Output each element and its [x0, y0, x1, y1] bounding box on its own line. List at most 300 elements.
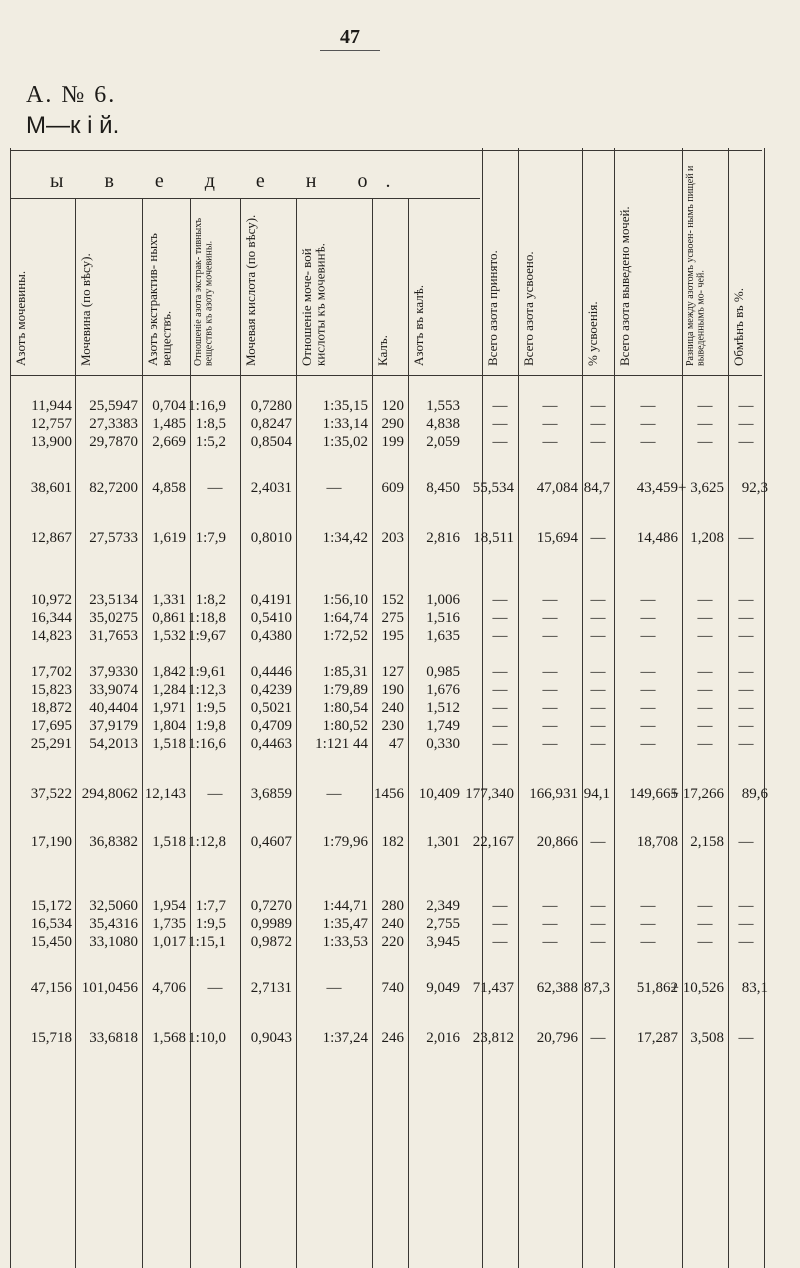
table-cell: 17,287 — [636, 1030, 678, 1046]
table-cell: 0,4380 — [250, 628, 292, 644]
table-cell: 3,6859 — [250, 786, 292, 802]
table-cell: 83,1 — [741, 980, 768, 996]
table-cell: 1456 — [374, 786, 404, 802]
table-cell: — — [640, 898, 656, 914]
table-cell: — — [697, 592, 713, 608]
table-cell: — — [738, 718, 754, 734]
table-cell: 2,349 — [426, 898, 460, 914]
column-header: Азотъ въ калѣ. — [411, 284, 426, 366]
table-cell: — — [326, 786, 342, 802]
table-cell: 37,9330 — [89, 664, 138, 680]
table-cell: 0,8247 — [250, 416, 292, 432]
table-cell: — — [590, 718, 606, 734]
table-cell: 11,944 — [31, 398, 72, 414]
table-cell: — — [640, 610, 656, 626]
table-cell: 120 — [381, 398, 404, 414]
table-cell: 10,972 — [30, 592, 72, 608]
table-cell: 12,143 — [144, 786, 186, 802]
table-cell: — — [492, 916, 508, 932]
table-cell: 94,1 — [583, 786, 610, 802]
table-cell: — — [590, 682, 606, 698]
table-cell: — — [697, 700, 713, 716]
table-cell: 27,5733 — [89, 530, 138, 546]
table-cell: 1,735 — [152, 916, 186, 932]
table-cell: 47 — [389, 736, 404, 752]
table-cell: 47,156 — [30, 980, 72, 996]
table-cell: 240 — [381, 700, 404, 716]
table-cell: — — [492, 664, 508, 680]
table-row — [0, 434, 800, 452]
table-cell: 1:8,2 — [195, 592, 226, 608]
table-cell: 31,7653 — [89, 628, 138, 644]
table-cell: 230 — [381, 718, 404, 734]
table-cell: 1,635 — [426, 628, 460, 644]
table-cell: 1,749 — [426, 718, 460, 734]
table-cell: 1,331 — [152, 592, 186, 608]
table-cell: — — [542, 718, 558, 734]
table-cell: 1:15,1 — [188, 934, 226, 950]
table-cell: 0,4607 — [250, 834, 292, 850]
table-cell: 10,409 — [418, 786, 460, 802]
table-cell: 37,522 — [30, 786, 72, 802]
table-cell: — — [738, 916, 754, 932]
table-cell: 740 — [381, 980, 404, 996]
table-cell: 1:16,9 — [188, 398, 226, 414]
table-row — [0, 898, 800, 916]
table-cell: — — [492, 628, 508, 644]
table-cell: 15,450 — [30, 934, 72, 950]
table-row — [0, 916, 800, 934]
table-cell: — — [738, 398, 754, 414]
table-cell: — — [492, 434, 508, 450]
table-cell: — — [697, 736, 713, 752]
table-cell: — — [590, 1030, 606, 1046]
table-cell: 152 — [381, 592, 404, 608]
table-cell: 1,485 — [152, 416, 186, 432]
table-cell: 203 — [381, 530, 404, 546]
table-cell: 12,867 — [30, 530, 72, 546]
table-cell: 23,812 — [472, 1030, 514, 1046]
table-cell: 37,9179 — [89, 718, 138, 734]
table-cell: — — [697, 934, 713, 950]
table-cell: — — [697, 916, 713, 932]
table-cell: 25,5947 — [89, 398, 138, 414]
table-cell: 1:7,7 — [195, 898, 226, 914]
table-cell: 27,3383 — [89, 416, 138, 432]
page-number-rule — [320, 50, 380, 51]
table-cell: 2,669 — [152, 434, 186, 450]
table-cell: — — [738, 530, 754, 546]
table-cell: — — [492, 718, 508, 734]
table-cell: + 10,526 — [670, 980, 724, 996]
table-cell: — — [738, 434, 754, 450]
table-cell: 20,866 — [536, 834, 578, 850]
table-cell: 92,3 — [741, 480, 768, 496]
table-cell: — — [640, 718, 656, 734]
table-cell: 1:35,15 — [322, 398, 368, 414]
table-cell: 1,006 — [426, 592, 460, 608]
table-cell: 8,450 — [426, 480, 460, 496]
table-cell: 0,9872 — [250, 934, 292, 950]
table-cell: 1:121 44 — [315, 736, 368, 752]
table-cell: 9,049 — [426, 980, 460, 996]
table-cell: 89,6 — [741, 786, 768, 802]
table-cell: — — [640, 700, 656, 716]
table-cell: — — [697, 434, 713, 450]
column-header: Азотъ мочевины. — [13, 270, 28, 366]
table-row — [0, 718, 800, 736]
table-row — [0, 398, 800, 416]
table-cell: 2,016 — [426, 1030, 460, 1046]
table-cell: 87,3 — [583, 980, 610, 996]
table-cell: — — [590, 398, 606, 414]
table-cell: 1:79,96 — [322, 834, 368, 850]
column-header: Мочевая кислота (по вѣсу). — [243, 214, 258, 366]
table-cell: — — [590, 934, 606, 950]
table-cell: 220 — [381, 934, 404, 950]
table-cell: 1:9,61 — [188, 664, 226, 680]
table-cell: 40,4404 — [89, 700, 138, 716]
table-cell: 290 — [381, 416, 404, 432]
table-cell: — — [590, 834, 606, 850]
table-cell: 240 — [381, 916, 404, 932]
column-header: Азотъ экстрактив- ныхъ веществъ. — [145, 233, 174, 366]
table-cell: 0,7280 — [250, 398, 292, 414]
table-cell: — — [590, 592, 606, 608]
table-cell: — — [542, 610, 558, 626]
table-cell: 199 — [381, 434, 404, 450]
table-cell: — — [542, 434, 558, 450]
table-cell: 13,900 — [30, 434, 72, 450]
table-cell: — — [640, 434, 656, 450]
table-cell: 4,838 — [426, 416, 460, 432]
table-cell: 3,945 — [426, 934, 460, 950]
table-cell: 0,8504 — [250, 434, 292, 450]
column-header: Мочевина (по вѣсу). — [78, 253, 93, 366]
table-cell: 0,4709 — [250, 718, 292, 734]
table-cell: 1,676 — [426, 682, 460, 698]
table-cell: — — [697, 898, 713, 914]
table-cell: 1:33,14 — [322, 416, 368, 432]
table-cell: 1,954 — [152, 898, 186, 914]
table-cell: — — [640, 628, 656, 644]
table-cell: 4,706 — [152, 980, 186, 996]
table-cell: — — [640, 592, 656, 608]
table-cell: — — [542, 736, 558, 752]
table-cell: — — [640, 934, 656, 950]
table-cell: — — [738, 934, 754, 950]
table-cell: 190 — [381, 682, 404, 698]
table-cell: 609 — [381, 480, 404, 496]
table-cell: 1:9,67 — [188, 628, 226, 644]
table-row — [0, 628, 800, 646]
table-cell: 4,858 — [152, 480, 186, 496]
table-cell: 1:80,54 — [322, 700, 368, 716]
table-row — [0, 530, 800, 548]
heading-line-1: А. № 6. — [26, 82, 117, 108]
table-cell: 1,518 — [152, 834, 186, 850]
table-cell: 1,842 — [152, 664, 186, 680]
table-cell: 20,796 — [536, 1030, 578, 1046]
table-cell: — — [492, 682, 508, 698]
table-cell: 1:85,31 — [322, 664, 368, 680]
table-cell: — — [590, 916, 606, 932]
table-cell: 23,5134 — [89, 592, 138, 608]
table-cell: — — [590, 434, 606, 450]
table-cell: — — [738, 592, 754, 608]
table-cell: 0,4463 — [250, 736, 292, 752]
table-cell: 15,694 — [536, 530, 578, 546]
table-row — [0, 736, 800, 754]
table-cell: 1:34,42 — [322, 530, 368, 546]
table-cell: 1:10,0 — [188, 1030, 226, 1046]
table-cell: — — [590, 700, 606, 716]
table-row — [0, 664, 800, 682]
table-cell: 35,4316 — [89, 916, 138, 932]
table-cell: — — [640, 664, 656, 680]
column-header: Калъ. — [375, 335, 390, 366]
table-cell: — — [590, 736, 606, 752]
table-cell: 16,534 — [30, 916, 72, 932]
table-cell: — — [492, 700, 508, 716]
table-cell: 22,167 — [472, 834, 514, 850]
table-cell: 177,340 — [465, 786, 514, 802]
table-cell: 62,388 — [536, 980, 578, 996]
table-top-rule — [10, 150, 762, 151]
table-row — [0, 980, 800, 998]
table-cell: 1:7,9 — [195, 530, 226, 546]
table-cell: 33,6818 — [89, 1030, 138, 1046]
table-cell: 0,330 — [426, 736, 460, 752]
table-cell: 195 — [381, 628, 404, 644]
table-cell: — — [738, 628, 754, 644]
table-cell: 0,8010 — [250, 530, 292, 546]
table-cell: 32,5060 — [89, 898, 138, 914]
table-cell: 1:18,8 — [188, 610, 226, 626]
table-cell: 275 — [381, 610, 404, 626]
table-cell: — — [697, 628, 713, 644]
table-cell: — — [640, 398, 656, 414]
table-cell: — — [542, 898, 558, 914]
table-cell: 1:35,47 — [322, 916, 368, 932]
table-cell: 1:16,6 — [188, 736, 226, 752]
table-cell: 18,872 — [30, 700, 72, 716]
table-cell: 12,757 — [30, 416, 72, 432]
table-cell: — — [590, 898, 606, 914]
table-cell: 1:12,8 — [188, 834, 226, 850]
table-row — [0, 592, 800, 610]
table-cell: — — [697, 398, 713, 414]
table-cell: 1:9,5 — [195, 916, 226, 932]
table-row — [0, 834, 800, 852]
table-cell: 29,7870 — [89, 434, 138, 450]
table-cell: 1,512 — [426, 700, 460, 716]
table-cell: 0,9043 — [250, 1030, 292, 1046]
table-cell: 0,9989 — [250, 916, 292, 932]
table-cell: 15,823 — [30, 682, 72, 698]
table-cell: — — [590, 664, 606, 680]
table-cell: 149,665 — [629, 786, 678, 802]
table-cell: 1,532 — [152, 628, 186, 644]
column-header: Разница между азотомъ усвоен- нымъ пищей и выведеннымъ мо- чей. — [685, 165, 707, 366]
column-header: Всего азота усвоено. — [521, 251, 536, 366]
table-cell: 33,9074 — [89, 682, 138, 698]
table-row — [0, 786, 800, 804]
table-cell: — — [207, 480, 223, 496]
table-cell: — — [738, 664, 754, 680]
table-cell: 15,718 — [30, 1030, 72, 1046]
table-row — [0, 480, 800, 498]
table-cell: — — [697, 610, 713, 626]
table-cell: 1,804 — [152, 718, 186, 734]
table-cell: — — [590, 416, 606, 432]
table-cell: 0,4191 — [250, 592, 292, 608]
table-cell: 1:33,53 — [322, 934, 368, 950]
table-cell: 43,459 — [636, 480, 678, 496]
table-cell: 71,437 — [472, 980, 514, 996]
table-cell: 14,823 — [30, 628, 72, 644]
column-header: Отношеніе моче- вой кислоты къ мочевинѣ. — [299, 243, 328, 366]
table-cell: 55,534 — [472, 480, 514, 496]
table-cell: — — [542, 916, 558, 932]
table-cell: — — [492, 898, 508, 914]
table-cell: 1,208 — [690, 530, 724, 546]
table-cell: — — [738, 834, 754, 850]
table-cell: 1,284 — [152, 682, 186, 698]
table-cell: 1:72,52 — [322, 628, 368, 644]
table-cell: 3,508 — [690, 1030, 724, 1046]
table-cell: 1,516 — [426, 610, 460, 626]
table-cell: — — [542, 592, 558, 608]
table-cell: — — [738, 736, 754, 752]
table-cell: — — [640, 682, 656, 698]
table-cell: 1:44,71 — [322, 898, 368, 914]
table-cell: 1:56,10 — [322, 592, 368, 608]
table-cell: — — [542, 416, 558, 432]
table-cell: — — [590, 610, 606, 626]
table-cell: 15,172 — [30, 898, 72, 914]
table-cell: 2,7131 — [250, 980, 292, 996]
table-cell: 36,8382 — [89, 834, 138, 850]
table-cell: 47,084 — [536, 480, 578, 496]
table-cell: — — [697, 682, 713, 698]
table-cell: — — [492, 736, 508, 752]
heading-line-2: М—к і й. — [26, 112, 120, 139]
table-cell: 1:79,89 — [322, 682, 368, 698]
table-cell: 1:5,2 — [195, 434, 226, 450]
table-cell: 0,4446 — [250, 664, 292, 680]
table-cell: 2,4031 — [250, 480, 292, 496]
table-cell: 127 — [381, 664, 404, 680]
table-row — [0, 682, 800, 700]
table-cell: 1,518 — [152, 736, 186, 752]
table-cell: — — [492, 416, 508, 432]
column-header: Всего азота принято. — [485, 250, 500, 366]
table-cell: 2,158 — [690, 834, 724, 850]
table-cell: — — [640, 916, 656, 932]
column-header: Всего азота выведено мочей. — [617, 206, 632, 366]
table-cell: + 3,625 — [678, 480, 724, 496]
table-row — [0, 1030, 800, 1048]
table-cell: 1:64,74 — [322, 610, 368, 626]
table-row — [0, 610, 800, 628]
table-cell: 17,695 — [30, 718, 72, 734]
table-cell: 18,708 — [636, 834, 678, 850]
table-cell: — — [542, 700, 558, 716]
table-cell: — — [640, 416, 656, 432]
table-cell: — — [542, 682, 558, 698]
table-cell: 54,2013 — [89, 736, 138, 752]
table-cell: 1,619 — [152, 530, 186, 546]
spanned-header-rule — [10, 198, 480, 199]
column-header: Отношеніе азота экстрак- тивныхъ веществъ къ азоту мочевины. — [193, 217, 215, 366]
table-cell: — — [738, 610, 754, 626]
table-cell: — — [697, 664, 713, 680]
table-cell: 1:8,5 — [195, 416, 226, 432]
table-cell: + 17,266 — [670, 786, 724, 802]
table-cell: 2,059 — [426, 434, 460, 450]
table-cell: 1,553 — [426, 398, 460, 414]
column-header: % усвоенія. — [585, 301, 600, 366]
table-cell: — — [492, 398, 508, 414]
table-cell: 1:9,8 — [195, 718, 226, 734]
table-cell: — — [542, 664, 558, 680]
table-cell: 294,8062 — [81, 786, 138, 802]
table-cell: — — [590, 628, 606, 644]
table-cell: — — [738, 1030, 754, 1046]
table-cell: 1:12,3 — [188, 682, 226, 698]
table-cell: 1:37,24 — [322, 1030, 368, 1046]
table-cell: 1,301 — [426, 834, 460, 850]
table-cell: 182 — [381, 834, 404, 850]
table-row — [0, 934, 800, 952]
table-cell: 0,5021 — [250, 700, 292, 716]
table-cell: — — [738, 700, 754, 716]
table-cell: — — [640, 736, 656, 752]
table-cell: 1,017 — [152, 934, 186, 950]
table-cell: — — [492, 610, 508, 626]
table-cell: 33,1080 — [89, 934, 138, 950]
table-cell: — — [738, 416, 754, 432]
table-cell: 17,190 — [30, 834, 72, 850]
table-cell: 280 — [381, 898, 404, 914]
table-cell: 2,816 — [426, 530, 460, 546]
table-cell: 101,0456 — [81, 980, 138, 996]
page-number: 47 — [340, 26, 360, 48]
table-cell: — — [738, 682, 754, 698]
table-cell: 1,568 — [152, 1030, 186, 1046]
table-cell: 2,755 — [426, 916, 460, 932]
table-cell: — — [738, 898, 754, 914]
table-cell: 38,601 — [30, 480, 72, 496]
table-cell: — — [492, 592, 508, 608]
table-cell: 16,344 — [30, 610, 72, 626]
table-row — [0, 416, 800, 434]
table-cell: — — [207, 786, 223, 802]
table-cell: 1:80,52 — [322, 718, 368, 734]
table-cell: 0,4239 — [250, 682, 292, 698]
table-cell: 18,511 — [473, 530, 514, 546]
spanned-header-vyvedeno: ы в е д е н о. — [50, 170, 409, 192]
table-cell: 0,861 — [152, 610, 186, 626]
table-row — [0, 700, 800, 718]
table-cell: — — [492, 934, 508, 950]
table-cell: 51,862 — [636, 980, 678, 996]
table-cell: 0,704 — [152, 398, 186, 414]
table-cell: 1:35,02 — [322, 434, 368, 450]
table-cell: — — [326, 980, 342, 996]
table-cell: 0,7270 — [250, 898, 292, 914]
